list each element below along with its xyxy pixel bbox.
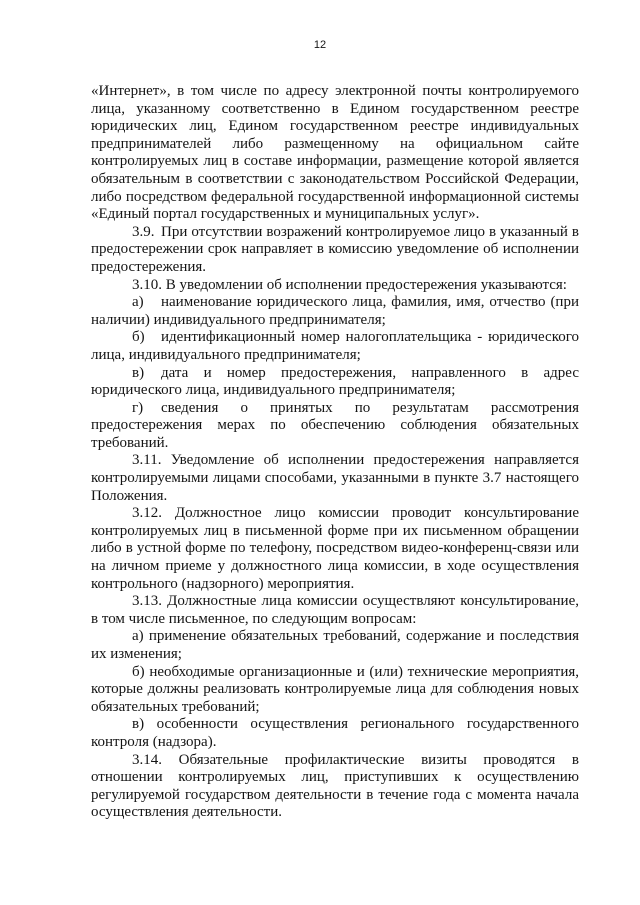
item-number: б) xyxy=(132,329,145,346)
item-text: При отсутствии возражений контролируемое лицо в указанный в предостережении срок направляет в комиссию уведомление об исполнении предостережения. xyxy=(91,223,579,275)
paragraph-3-11: 3.11. Уведомление об исполнении предостережения направляется контролируемыми лицами способами, указанными в пункте 3.7 настоящего Положения. xyxy=(91,452,579,504)
paragraph-3-10-g xyxy=(91,400,579,453)
paragraph-3-10-v xyxy=(91,365,579,400)
page-number: 12 xyxy=(313,39,327,51)
item-number: г) xyxy=(132,399,144,416)
paragraph-3-13: 3.13. Должностные лица комиссии осуществляют консультирование, в том числе письменное, по следующим вопросам: xyxy=(91,593,579,627)
item-text: дата и номер предостережения, направленного в адрес юридического лица, индивидуального предпринимателя; xyxy=(91,364,579,399)
item-number: а) xyxy=(132,294,144,311)
item-text: сведения о принятых по результатам рассмотрения предостережения мерах по обеспечению соблюдения обязательных требований. xyxy=(91,399,579,451)
item-text: идентификационный номер налогоплательщика - юридического лица, индивидуального предпринимателя; xyxy=(91,329,579,363)
paragraph-3-14: 3.14. Обязательные профилактические визиты проводятся в отношении контролируемых лиц, приступивших к осуществлению регулируемой государством деятельности в течение года с момента начала осуществления деятельности. xyxy=(91,751,579,821)
item-number: 3.10. xyxy=(132,276,162,293)
paragraph-3-13-a: а) применение обязательных требований, содержание и последствия их изменения; xyxy=(91,628,579,662)
paragraph-3-10-b xyxy=(91,329,579,364)
paragraph-3-12: 3.12. Должностное лицо комиссии проводит консультирование контролируемых лиц в письменной форме при их письменном обращении либо в устной форме по телефону, посредством видео-конференц-связи или на личном приеме у должностного лица комиссии, в ходе осуществления контрольного (надзорного) мероприятия. xyxy=(91,505,579,592)
document-body xyxy=(91,83,579,822)
paragraph-3-10 xyxy=(91,277,579,295)
paragraph-3-13-b: б) необходимые организационные и (или) технические мероприятия, которые должны реализовать контролируемые лица для соблюдения новых обязательных требований; xyxy=(91,663,579,715)
paragraph-continuation: «Интернет», в том числе по адресу электронной почты контролируемого лица, указанному соответственно в Едином государственном реестре юридических лиц, Едином государственном реестре индивидуальных предпринимателей либо размещенному на официальном сайте контролируемых лиц в составе информации, размещение которой является обязательным в соответствии с законодательством Российской Федерации, либо посредством федеральной государственной информационной системы «Единый портал государственных и муниципальных услуг». xyxy=(91,83,579,223)
item-number: в) xyxy=(132,364,145,381)
item-number: 3.9. xyxy=(132,223,155,240)
paragraph-3-10-a xyxy=(91,294,579,329)
paragraph-3-9 xyxy=(91,224,579,277)
item-text: В уведомлении об исполнении предостережения указываются: xyxy=(165,276,567,293)
item-text: наименование юридического лица, фамилия, имя, отчество (при наличии) индивидуального предпринимателя; xyxy=(91,294,579,328)
paragraph-3-13-v: в) особенности осуществления регионального государственного контроля (надзора). xyxy=(91,716,579,750)
